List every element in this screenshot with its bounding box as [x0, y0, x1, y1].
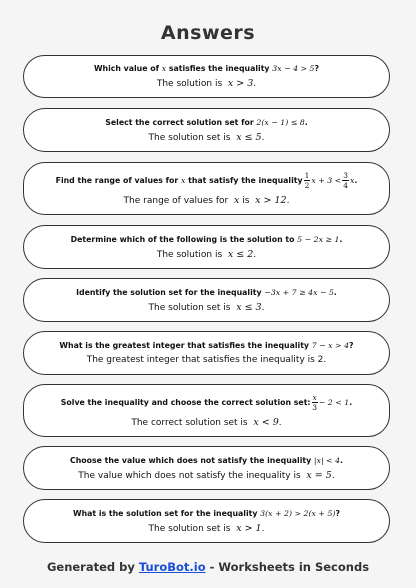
answer-card [23, 499, 390, 543]
answer-card [23, 331, 390, 375]
answer-card [23, 162, 390, 215]
answer-card [23, 446, 390, 490]
footer: Generated by TuroBot.io - Worksheets in Seconds [46, 560, 370, 574]
question-text: Select the correct solution set for 2(x − 1) ≤ 8 . [105, 117, 308, 127]
question-text: What is the greatest integer that satisfies the inequality 7 − x > 4 ? [59, 341, 354, 350]
answer-card [23, 108, 390, 152]
answer-card [23, 384, 390, 437]
question-text: Choose the value which does not satisfy the inequality |x| < 4 . [70, 455, 343, 465]
turobot-link[interactable]: TuroBot.io [138, 560, 206, 574]
question-text: Find the range of values for x that satisfy the inequality $\frac{1}{2}$ x + 3 < $\frac{3}{4}$ x . [55, 170, 358, 190]
answer-text: The solution set is x ≤ 5. [148, 131, 265, 143]
question-text: Determine which of the following is the solution to 5 − 2x ≥ 1 . [70, 234, 343, 244]
question-text: What is the solution set for the inequality 3(x + 2) > 2(x + 5) ? [73, 508, 340, 518]
answer-text: The correct solution set is x < 9. [131, 416, 282, 428]
answer-card [23, 225, 390, 269]
answer-card [23, 55, 390, 98]
fraction: $\frac{1}{2}$ [304, 170, 310, 190]
answer-text: The solution set is x > 1. [148, 522, 265, 534]
answer-card [23, 278, 390, 322]
answer-text: The solution is x ≤ 2. [156, 248, 257, 260]
answer-text: The solution set is x ≤ 3. [148, 301, 265, 313]
question-text: Identify the solution set for the inequality −3x + 7 ≥ 4x − 5 . [76, 287, 337, 297]
answer-text: The solution is x > 3. [156, 78, 257, 89]
question-text: Solve the inequality and choose the correct solution set: $\frac{x}{3}$ − 2 < 1 . [60, 392, 353, 412]
answer-text: The range of values for x is x > 12. [123, 194, 290, 206]
page-title: Answers [160, 22, 256, 44]
fraction: $\frac{x}{3}$ [312, 392, 318, 412]
question-text: Which value of x satisfies the inequality 3x − 4 > 5 ? [93, 64, 320, 73]
answer-text: The value which does not satisfy the inequality is x = 5. [78, 469, 335, 481]
fraction: $\frac{3}{4}$ [343, 170, 348, 190]
answer-text: The greatest integer that satisfies the inequality is 2. [86, 355, 327, 365]
